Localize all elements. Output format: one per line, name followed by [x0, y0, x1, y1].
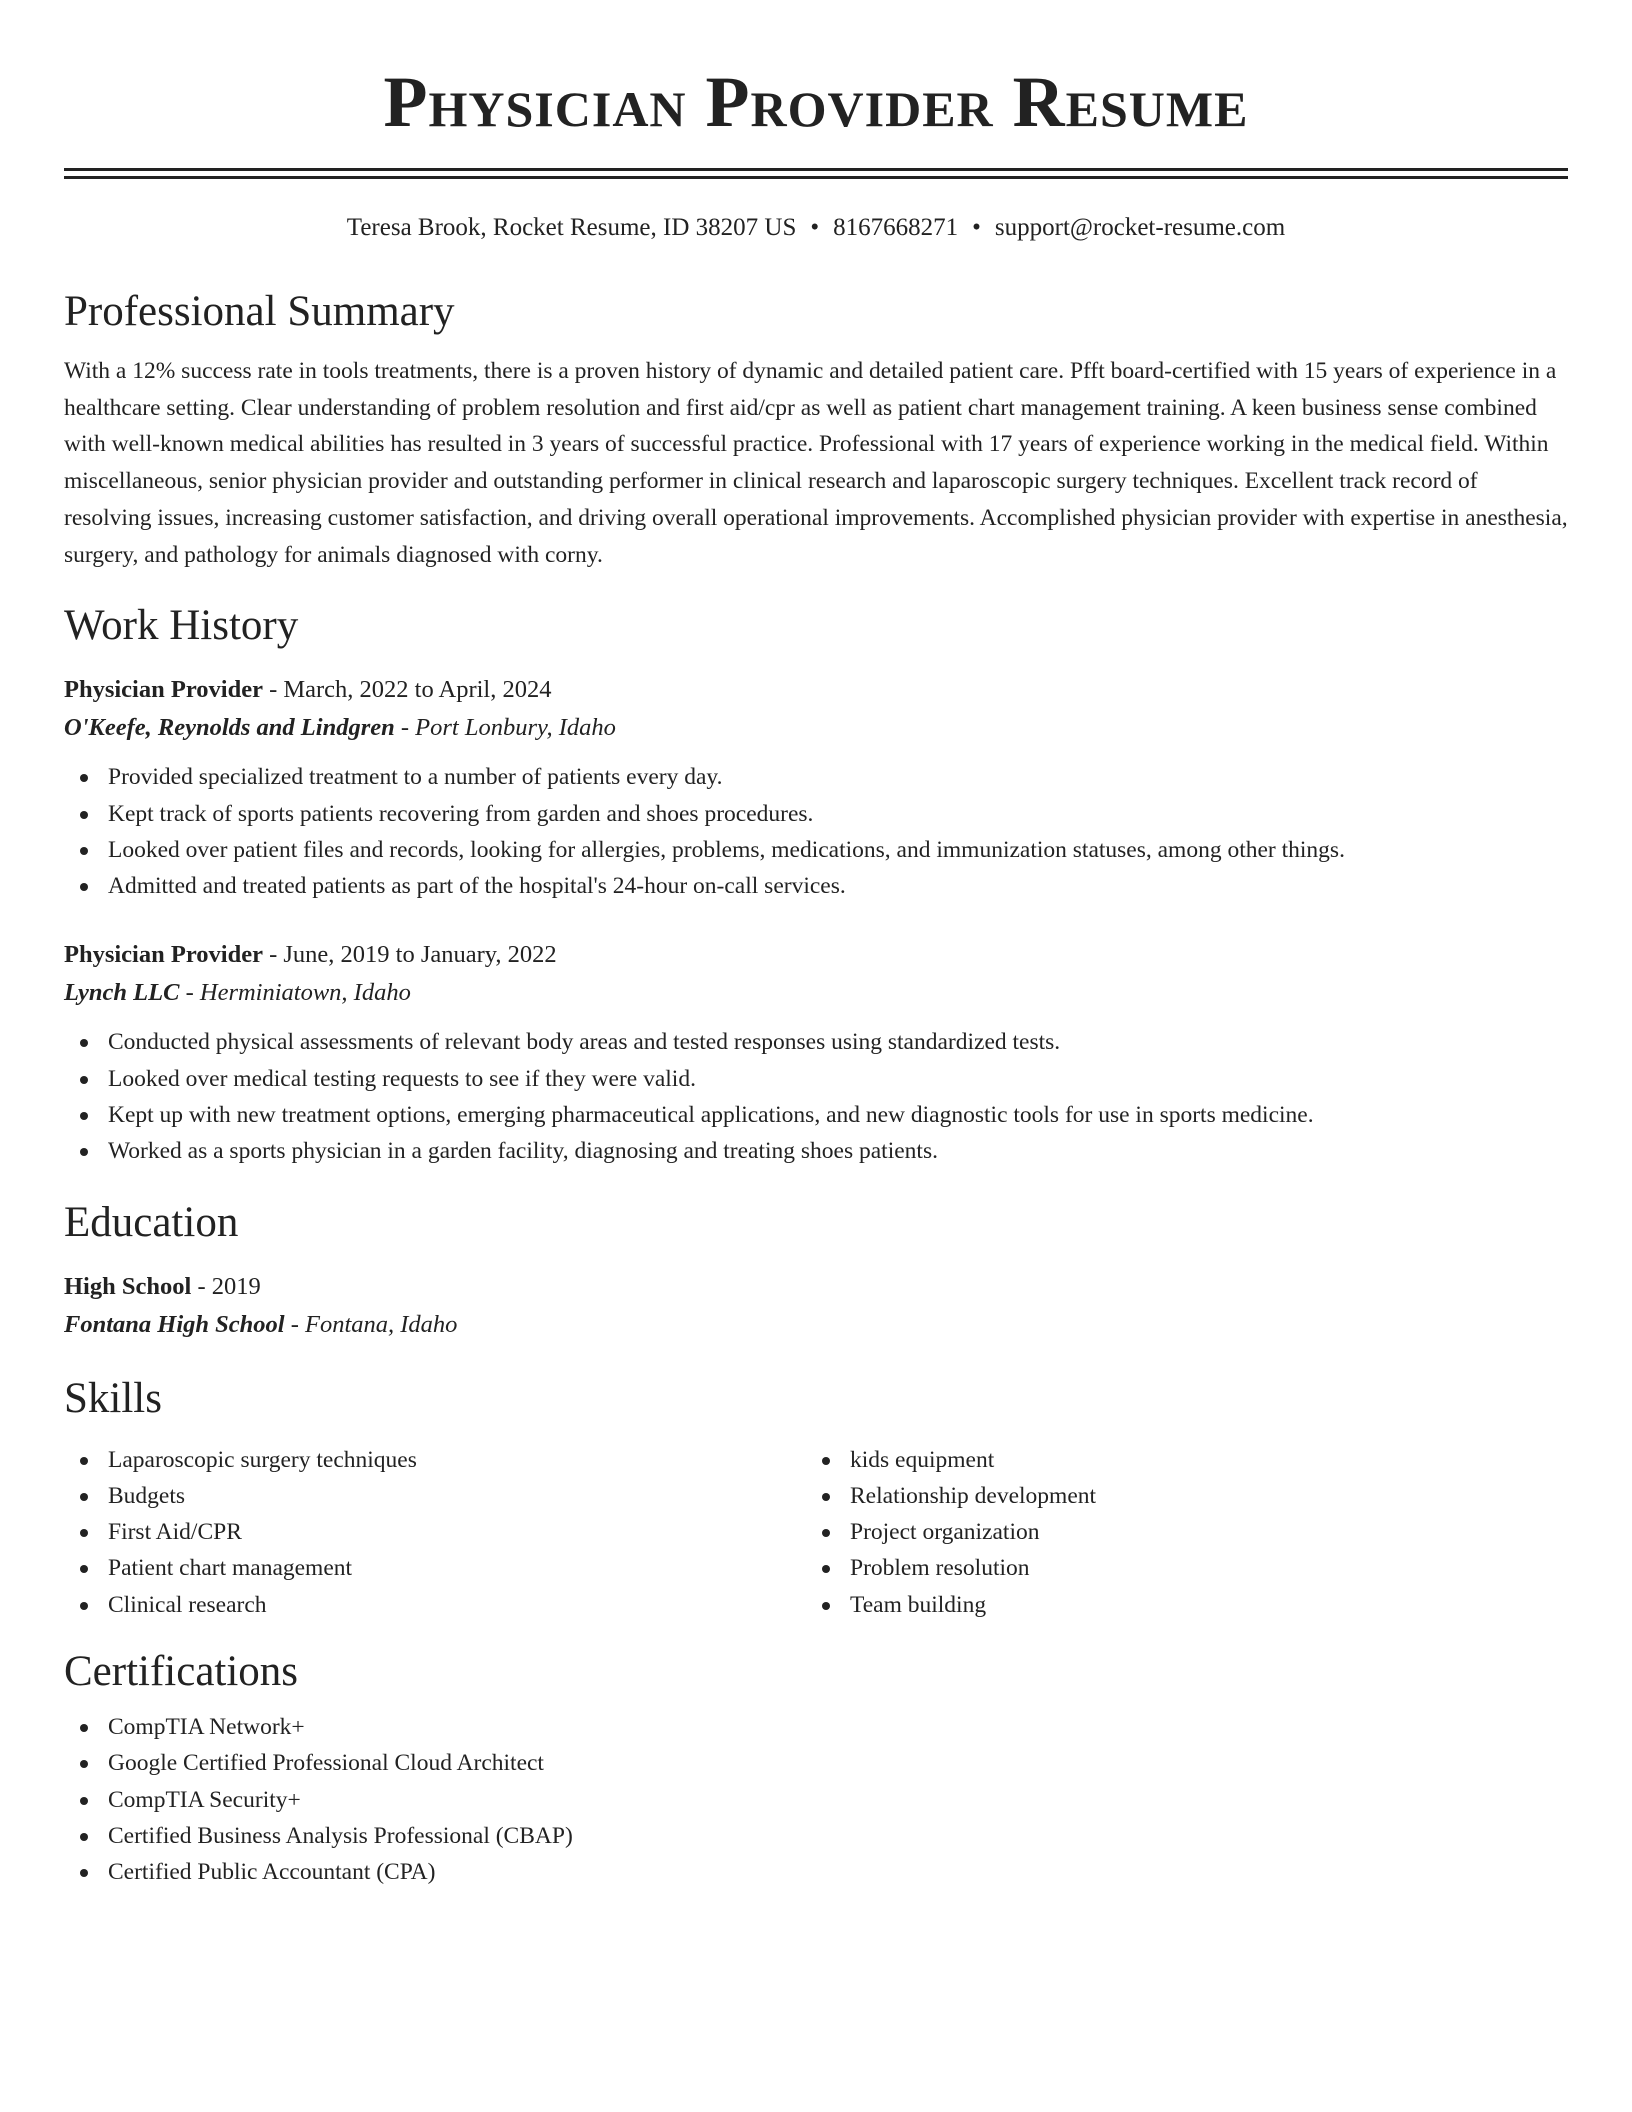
certification-item: Google Certified Professional Cloud Architect — [64, 1745, 1568, 1781]
certification-item: CompTIA Network+ — [64, 1709, 1568, 1745]
job-employer-line — [64, 974, 1568, 1012]
skill-item: Problem resolution — [806, 1550, 1548, 1586]
contact-address: Teresa Brook, Rocket Resume, ID 38207 US — [346, 214, 797, 241]
skill-item: First Aid/CPR — [64, 1514, 806, 1550]
skills-columns — [64, 1442, 1568, 1623]
resume-title: Physician Provider Resume — [383, 62, 1249, 142]
skills-list-left — [64, 1442, 806, 1623]
skill-item: Team building — [806, 1587, 1548, 1623]
job-duty: Provided specialized treatment to a number of patients every day. — [64, 759, 1568, 795]
job-employer: O'Keefe, Reynolds and Lindgren — [64, 714, 395, 742]
certification-item: CompTIA Security+ — [64, 1782, 1568, 1818]
certifications-heading: Certifications — [64, 1648, 299, 1696]
job-title: Physician Provider — [64, 941, 263, 969]
certification-item: Certified Business Analysis Professional (CBAP) — [64, 1818, 1568, 1854]
certification-item: Certified Public Accountant (CPA) — [64, 1854, 1568, 1890]
job-duty: Looked over patient files and records, looking for allergies, problems, medications, and immunization statuses, among other things. — [64, 832, 1568, 868]
job-dates: - March, 2022 to April, 2024 — [262, 676, 552, 704]
skill-item: Budgets — [64, 1478, 806, 1514]
job-duties-list — [64, 759, 1568, 904]
skills-list-right — [806, 1442, 1548, 1623]
summary-heading: Professional Summary — [64, 288, 455, 335]
skill-item: Laparoscopic surgery techniques — [64, 1442, 806, 1478]
work-history-heading: Work History — [64, 602, 299, 650]
job-duty: Conducted physical assessments of relevant body areas and tested responses using standardized tests. — [64, 1024, 1568, 1060]
title-divider — [64, 168, 1568, 179]
education-school: Fontana High School — [64, 1310, 285, 1338]
certifications-list — [64, 1709, 1568, 1890]
job-location: - Herminiatown, Idaho — [179, 979, 411, 1007]
skill-item: Clinical research — [64, 1587, 806, 1623]
education-degree-line — [64, 1268, 1568, 1306]
job-employer-line — [64, 709, 1568, 747]
education-school-line — [64, 1306, 1568, 1344]
summary-text: With a 12% success rate in tools treatments, there is a proven history of dynamic and detailed patient care. Pfft board-certified with 15 years of experience in a healthcare setting. Clear understanding of problem resolution and first aid/cpr as well as patient chart management training. A keen business sense combined with well-known medical abilities has resulted in 3 years of successful practice. Professional with 17 years of experience working in the medical field. Within miscellaneous, senior physician provider and outstanding performer in clinical research and laparoscopic surgery techniques. Excellent track record of resolving issues, increasing customer satisfaction, and driving overall operational improvements. Accomplished physician provider with expertise in anesthesia, surgery, and pathology for animals diagnosed with corny. — [64, 358, 1568, 568]
contact-separator: • — [972, 214, 981, 241]
job-dates: - June, 2019 to January, 2022 — [262, 941, 557, 969]
skill-item: Relationship development — [806, 1478, 1548, 1514]
job-entry — [64, 671, 1568, 904]
education-year: - 2019 — [191, 1272, 261, 1300]
skill-item: kids equipment — [806, 1442, 1548, 1478]
job-duty: Looked over medical testing requests to see if they were valid. — [64, 1061, 1568, 1097]
contact-phone: 8167668271 — [833, 214, 959, 241]
job-duty: Worked as a sports physician in a garden facility, diagnosing and treating shoes patients. — [64, 1133, 1568, 1169]
contact-email: support@rocket-resume.com — [994, 214, 1286, 241]
job-duty: Kept track of sports patients recovering from garden and shoes procedures. — [64, 796, 1568, 832]
job-duties-list — [64, 1024, 1568, 1169]
job-entry — [64, 936, 1568, 1169]
job-employer: Lynch LLC — [64, 979, 180, 1007]
job-duty: Kept up with new treatment options, emerging pharmaceutical applications, and new diagnostic tools for use in sports medicine. — [64, 1097, 1568, 1133]
job-duty: Admitted and treated patients as part of the hospital's 24-hour on-call services. — [64, 868, 1568, 904]
job-title-line — [64, 671, 1568, 709]
education-entry — [64, 1268, 1568, 1344]
skill-item: Project organization — [806, 1514, 1548, 1550]
education-heading: Education — [64, 1198, 239, 1246]
education-degree: High School — [64, 1272, 192, 1300]
skills-heading: Skills — [64, 1374, 162, 1422]
skill-item: Patient chart management — [64, 1550, 806, 1586]
job-title-line — [64, 936, 1568, 974]
contact-line — [64, 213, 1568, 243]
education-location: - Fontana, Idaho — [284, 1310, 458, 1338]
contact-separator: • — [810, 214, 820, 241]
job-location: - Port Lonbury, Idaho — [394, 714, 616, 742]
job-title: Physician Provider — [64, 676, 263, 704]
